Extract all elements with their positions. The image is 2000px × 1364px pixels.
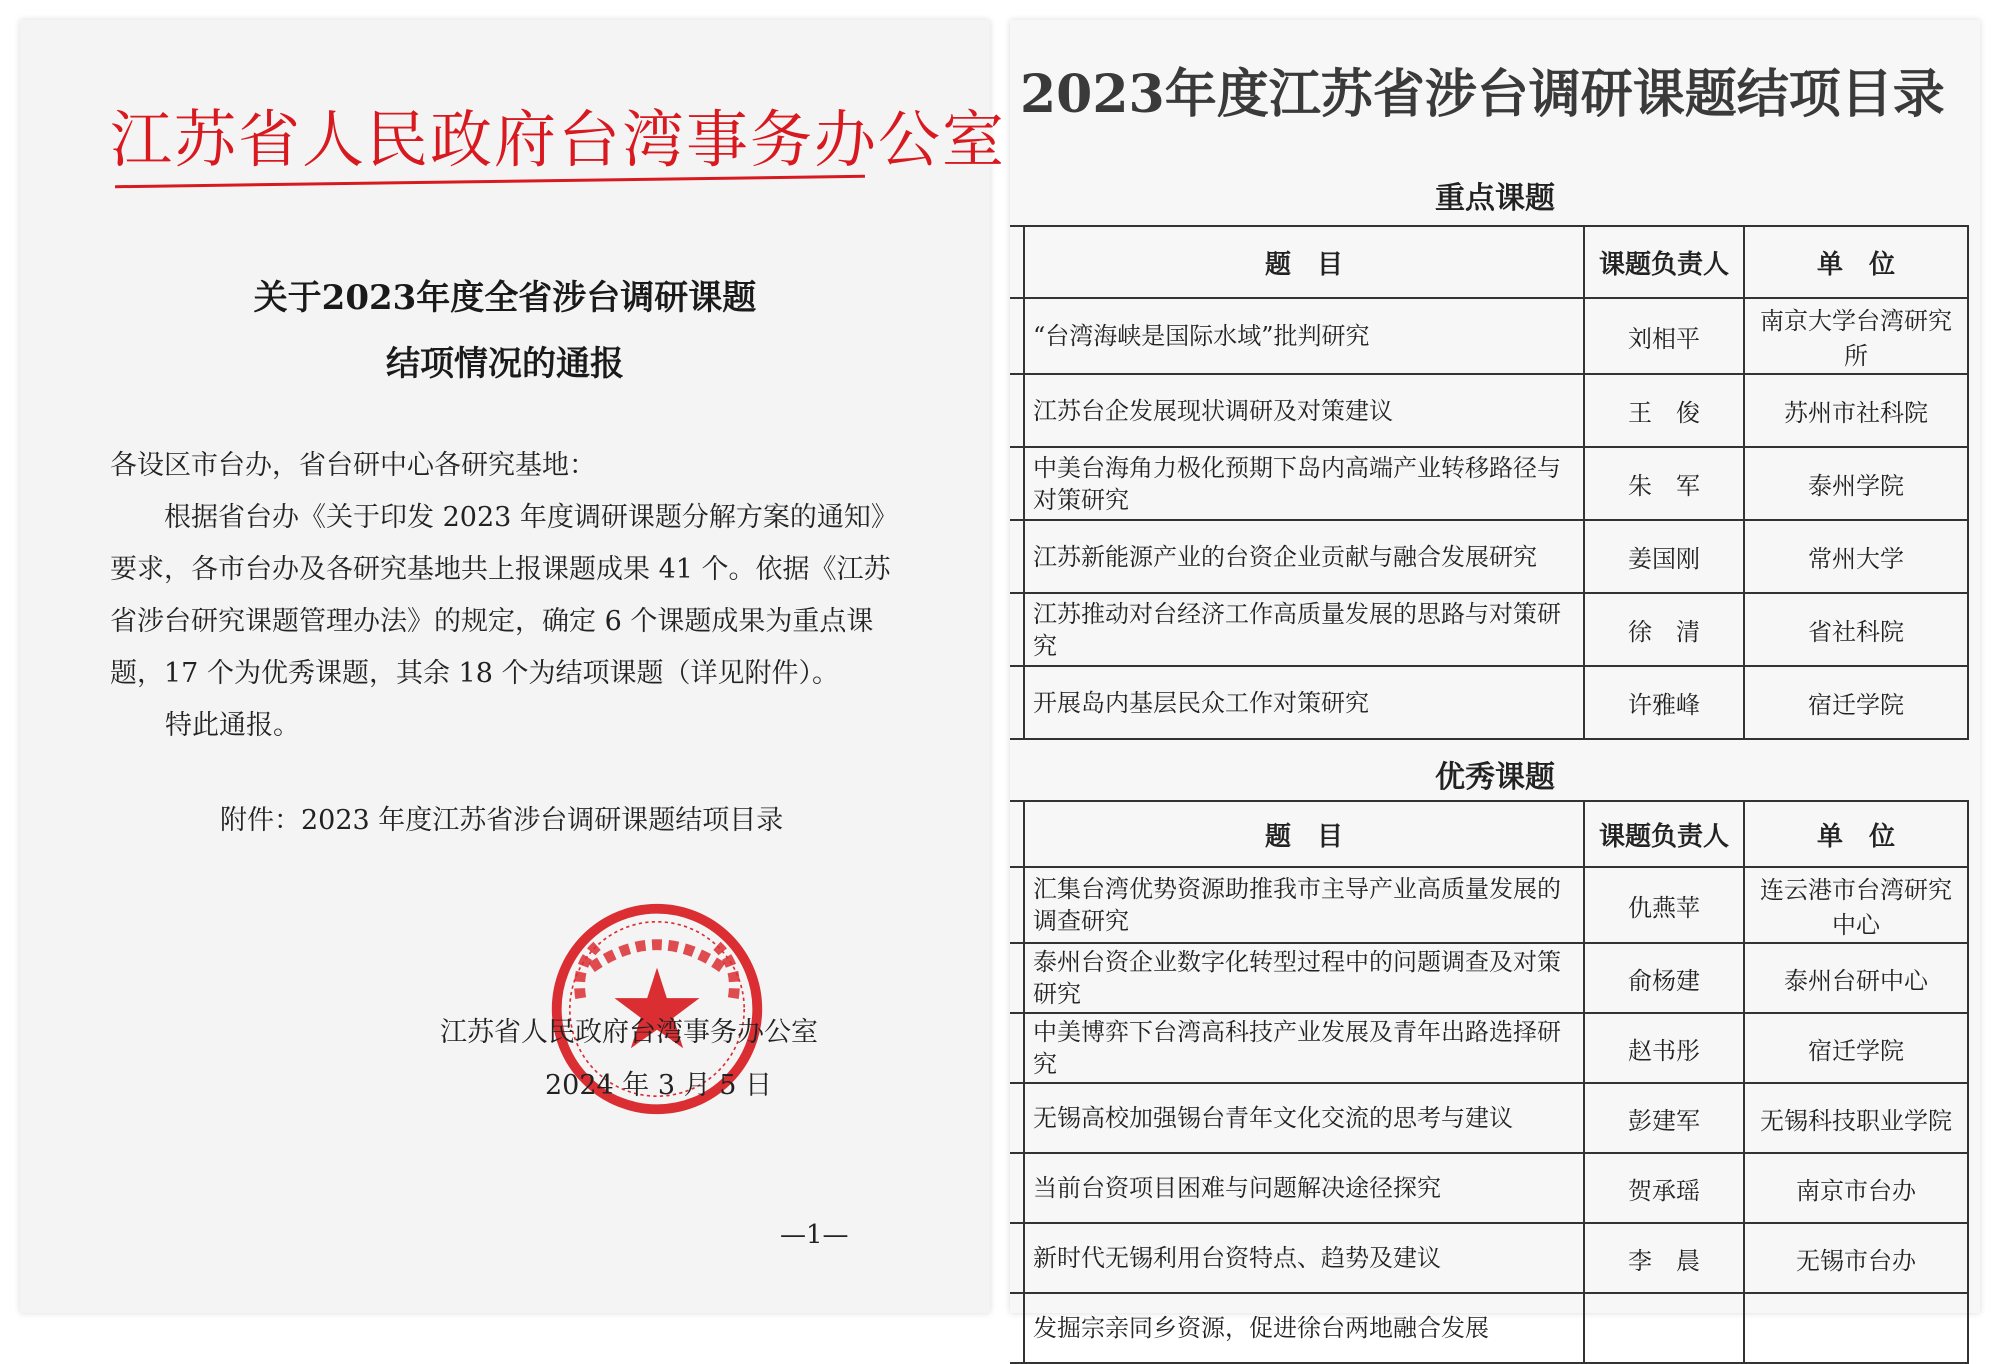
leader-cell: 俞杨建	[1584, 943, 1744, 1013]
table-row	[1010, 1083, 1968, 1153]
table-row	[1010, 298, 1968, 374]
row-index-cell	[1010, 1153, 1024, 1223]
table-row	[1010, 1153, 1968, 1223]
salutation: 各设区市台办，省台研中心各研究基地：	[110, 450, 596, 481]
table-header-row	[1010, 801, 1968, 867]
leader-cell: 许雅峰	[1584, 666, 1744, 739]
catalog-title: 2023年度江苏省涉台调研课题结项目录	[1020, 64, 1945, 125]
leader-cell: 刘相平	[1584, 298, 1744, 374]
row-index-cell	[1010, 1293, 1024, 1363]
topic-cell: 新时代无锡利用台资特点、趋势及建议	[1024, 1223, 1584, 1293]
row-index-cell	[1010, 1013, 1024, 1083]
index-column-header	[1010, 801, 1024, 867]
letterhead: 江苏省人民政府台湾事务办公室	[110, 103, 1007, 176]
row-index-cell	[1010, 520, 1024, 593]
row-index-cell	[1010, 374, 1024, 447]
table-row	[1010, 374, 1968, 447]
leader-cell: 王 俊	[1584, 374, 1744, 447]
table-row	[1010, 1223, 1968, 1293]
topic-cell: 中美博弈下台湾高科技产业发展及青年出路选择研究	[1024, 1013, 1584, 1083]
topic-cell: 江苏新能源产业的台资企业贡献与融合发展研究	[1024, 520, 1584, 593]
topic-column-header: 题 目	[1024, 226, 1584, 298]
document-title-line1: 关于2023年度全省涉台调研课题	[253, 278, 757, 318]
leader-cell	[1584, 1293, 1744, 1363]
topic-cell: 发掘宗亲同乡资源，促进徐台两地融合发展	[1024, 1293, 1584, 1363]
topic-cell: 江苏推动对台经济工作高质量发展的思路与对策研究	[1024, 593, 1584, 666]
row-index-cell	[1010, 666, 1024, 739]
table-row	[1010, 867, 1968, 943]
row-index-cell	[1010, 1083, 1024, 1153]
excellent-projects-table	[1010, 800, 1969, 1364]
body-paragraph-1: 根据省台办《关于印发 2023 年度调研课题分解方案的通知》要求，各市台办及各研究基地共上报课题成果 41 个。依据《江苏省涉台研究课题管理办法》的规定，确定 6 个课题成果为重点课题，17 个为优秀课题，其余 18 个为结项课题（详见附件）。	[110, 502, 898, 689]
row-index-cell	[1010, 867, 1024, 943]
unit-cell: 南京市台办	[1744, 1153, 1968, 1223]
leader-cell: 徐 清	[1584, 593, 1744, 666]
unit-cell	[1744, 1293, 1968, 1363]
table-row	[1010, 1293, 1968, 1363]
unit-cell: 泰州台研中心	[1744, 943, 1968, 1013]
table-row	[1010, 520, 1968, 593]
unit-cell: 连云港市台湾研究中心	[1744, 867, 1968, 943]
unit-cell: 苏州市社科院	[1744, 374, 1968, 447]
index-column-header	[1010, 226, 1024, 298]
topic-cell: 开展岛内基层民众工作对策研究	[1024, 666, 1584, 739]
issue-date: 2024 年 3 月 5 日	[545, 1070, 772, 1101]
document-title-line2: 结项情况的通报	[386, 344, 624, 384]
leader-cell: 姜国刚	[1584, 520, 1744, 593]
leader-column-header: 课题负责人	[1584, 801, 1744, 867]
leader-cell: 贺承瑶	[1584, 1153, 1744, 1223]
unit-column-header: 单 位	[1744, 226, 1968, 298]
unit-cell: 宿迁学院	[1744, 666, 1968, 739]
unit-cell: 常州大学	[1744, 520, 1968, 593]
topic-cell: 江苏台企发展现状调研及对策建议	[1024, 374, 1584, 447]
topic-cell: 无锡高校加强锡台青年文化交流的思考与建议	[1024, 1083, 1584, 1153]
key-projects-table	[1010, 225, 1969, 740]
catalog-page	[1010, 20, 1980, 1342]
table-row	[1010, 447, 1968, 520]
table-row	[1010, 943, 1968, 1013]
table-row	[1010, 666, 1968, 739]
leader-cell: 彭建军	[1584, 1083, 1744, 1153]
leader-cell: 仇燕苹	[1584, 867, 1744, 943]
table-row	[1010, 593, 1968, 666]
section-title-excellent-projects: 优秀课题	[1435, 760, 1555, 795]
unit-cell: 南京大学台湾研究所	[1744, 298, 1968, 374]
row-index-cell	[1010, 447, 1024, 520]
attachment-line: 附件：2023 年度江苏省涉台调研课题结项目录	[220, 805, 784, 836]
body-paragraph-2: 特此通报。	[165, 710, 300, 741]
unit-cell: 无锡市台办	[1744, 1223, 1968, 1293]
table-header-row	[1010, 226, 1968, 298]
topic-cell: 中美台海角力极化预期下岛内高端产业转移路径与对策研究	[1024, 447, 1584, 520]
leader-cell: 朱 军	[1584, 447, 1744, 520]
unit-column-header: 单 位	[1744, 801, 1968, 867]
issuer-name: 江苏省人民政府台湾事务办公室	[440, 1017, 818, 1048]
table-row	[1010, 1013, 1968, 1083]
section-title-key-projects: 重点课题	[1435, 181, 1555, 216]
unit-cell: 无锡科技职业学院	[1744, 1083, 1968, 1153]
row-index-cell	[1010, 298, 1024, 374]
row-index-cell	[1010, 943, 1024, 1013]
leader-cell: 李 晨	[1584, 1223, 1744, 1293]
page-number: —1—	[780, 1220, 849, 1250]
row-index-cell	[1010, 593, 1024, 666]
leader-cell: 赵书彤	[1584, 1013, 1744, 1083]
unit-cell: 泰州学院	[1744, 447, 1968, 520]
row-index-cell	[1010, 1223, 1024, 1293]
notice-page	[20, 20, 1007, 1313]
topic-cell: “台湾海峡是国际水域”批判研究	[1024, 298, 1584, 374]
topic-cell: 汇集台湾优势资源助推我市主导产业高质量发展的调查研究	[1024, 867, 1584, 943]
topic-cell: 当前台资项目困难与问题解决途径探究	[1024, 1153, 1584, 1223]
unit-cell: 省社科院	[1744, 593, 1968, 666]
unit-cell: 宿迁学院	[1744, 1013, 1968, 1083]
topic-cell: 泰州台资企业数字化转型过程中的问题调查及对策研究	[1024, 943, 1584, 1013]
topic-column-header: 题 目	[1024, 801, 1584, 867]
leader-column-header: 课题负责人	[1584, 226, 1744, 298]
